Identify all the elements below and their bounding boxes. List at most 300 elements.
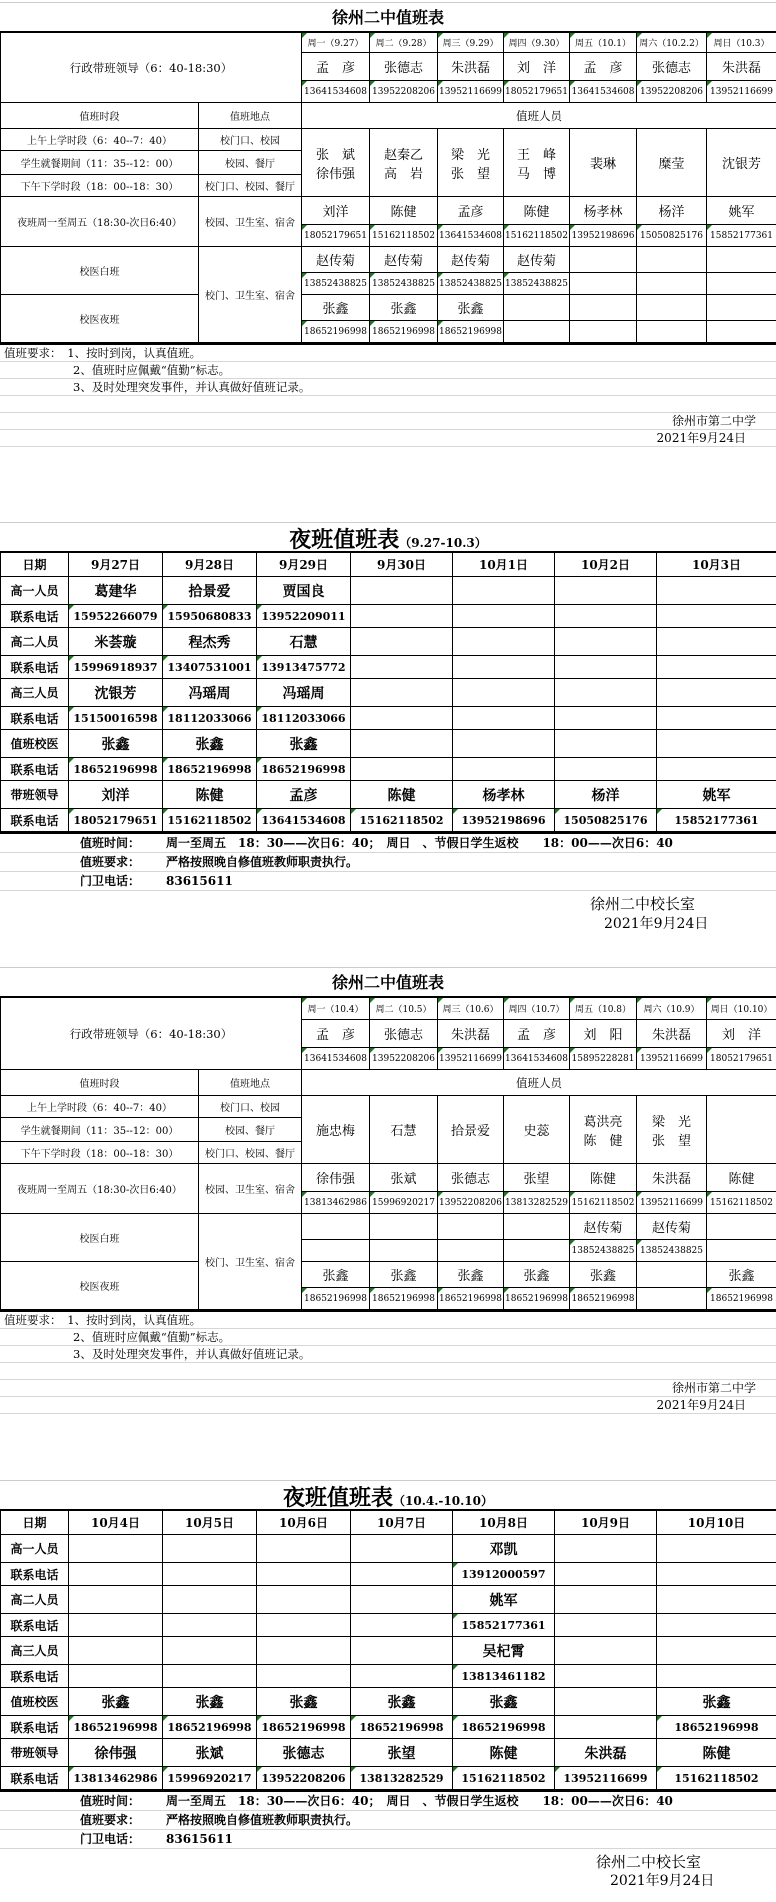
duty-name-cell xyxy=(163,1637,257,1665)
date-label: 日期 xyxy=(1,553,69,577)
doc-night-phone: 18652196998 xyxy=(370,1288,438,1310)
night-name: 刘洋 xyxy=(302,197,370,225)
notes-block xyxy=(0,343,776,447)
table-row xyxy=(1,656,776,679)
doc-night-name: 张鑫 xyxy=(302,295,370,321)
leader-name: 朱洪磊 xyxy=(438,1020,504,1048)
leader-phone: 18052179651 xyxy=(504,81,570,103)
leader-phone: 18052179651 xyxy=(707,1048,776,1070)
staff-cell: 王 峰 马 博 xyxy=(504,129,570,197)
duty-name-cell: 陈健 xyxy=(351,781,453,809)
header-staff: 值班人员 xyxy=(302,1070,776,1096)
night-phone: 15162118502 xyxy=(570,1192,637,1214)
duty-name-cell xyxy=(555,628,657,656)
night-name: 陈健 xyxy=(504,197,570,225)
night-phone: 15996920217 xyxy=(370,1192,438,1214)
date-header: 10月8日 xyxy=(453,1511,555,1535)
day-header: 周六（10.2.2） xyxy=(637,33,707,53)
duty-phone-cell xyxy=(657,707,776,730)
duty-name-cell xyxy=(351,1637,453,1665)
night-title: 夜班值班表（10.4.-10.10） xyxy=(0,1480,776,1510)
duty-phone-cell: 15162118502 xyxy=(351,809,453,832)
duty-phone-cell xyxy=(453,707,555,730)
duty-name-cell xyxy=(453,577,555,605)
period-label: 上午上学时段（6：40--7：40） xyxy=(1,1096,199,1118)
duty-req-line: 值班要求： 严格按照晚自修值班教师职责执行。 xyxy=(0,853,776,872)
duty-name-cell: 徐伟强 xyxy=(69,1739,163,1767)
duty-name-cell: 米荟璇 xyxy=(69,628,163,656)
note-line: 值班要求： 1、按时到岗，认真值班。 xyxy=(0,345,776,362)
table-row xyxy=(1,1535,776,1563)
staff-cell: 沈银芳 xyxy=(707,129,776,197)
night-name: 徐伟强 xyxy=(302,1164,370,1192)
duty-name-cell xyxy=(351,1586,453,1614)
duty-name-cell: 冯瑶周 xyxy=(163,679,257,707)
duty-phone-cell: 15162118502 xyxy=(657,1767,776,1790)
night-period-label: 夜班周一至周五（18:30-次日6:40） xyxy=(1,1164,199,1214)
duty-name-cell: 邓凯 xyxy=(453,1535,555,1563)
period-label: 学生就餐期间（11：35--12：00） xyxy=(1,151,199,175)
row-label: 值班校医 xyxy=(1,730,69,758)
duty-name-cell: 吴杞霄 xyxy=(453,1637,555,1665)
duty-name-cell xyxy=(555,1586,657,1614)
table-row xyxy=(1,1614,776,1637)
row-label: 联系电话 xyxy=(1,1563,69,1586)
duty-phone-cell xyxy=(163,1563,257,1586)
duty-name-cell: 张鑫 xyxy=(69,730,163,758)
doc-night-phone xyxy=(637,1288,707,1310)
doc-day-phone xyxy=(637,273,707,295)
table-row xyxy=(1,730,776,758)
duty-phone-cell: 13407531001 xyxy=(163,656,257,679)
gate-phone-line: 门卫电话： 83615611 xyxy=(0,872,776,891)
table-row xyxy=(1,605,776,628)
duty-phone-cell xyxy=(351,1614,453,1637)
day-duty-table-2 xyxy=(0,967,776,1414)
duty-name-cell: 张鑫 xyxy=(257,730,351,758)
date-header: 10月10日 xyxy=(657,1511,776,1535)
duty-name-cell: 杨洋 xyxy=(555,781,657,809)
doc-day-phone: 13852438825 xyxy=(570,1240,637,1262)
row-label: 联系电话 xyxy=(1,656,69,679)
duty-name-cell: 刘洋 xyxy=(69,781,163,809)
duty-phone-cell: 18052179651 xyxy=(69,809,163,832)
duty-name-cell xyxy=(657,1535,776,1563)
date-header: 9月29日 xyxy=(257,553,351,577)
staff-cell: 拾景爱 xyxy=(438,1096,504,1164)
duty-phone-cell: 18652196998 xyxy=(257,758,351,781)
signature-line xyxy=(0,1380,776,1397)
leader-phone: 13641534608 xyxy=(504,1048,570,1070)
duty-name-cell: 张鑫 xyxy=(351,1688,453,1716)
sign-org: 徐州二中校长室 xyxy=(590,895,696,913)
signature-line xyxy=(0,430,776,447)
duty-name-cell: 杨孝林 xyxy=(453,781,555,809)
staff-cell: 糜莹 xyxy=(637,129,707,197)
night-phone: 13641534608 xyxy=(438,225,504,247)
duty-phone-cell: 13813282529 xyxy=(351,1767,453,1790)
table-row xyxy=(1,1739,776,1767)
duty-phone-cell xyxy=(351,758,453,781)
duty-phone-cell: 18652196998 xyxy=(351,1716,453,1739)
duty-phone-cell xyxy=(69,1665,163,1688)
doc-day-phone xyxy=(707,1240,776,1262)
doc-night-phone: 18652196998 xyxy=(302,321,370,343)
duty-name-cell xyxy=(351,628,453,656)
duty-phone-cell xyxy=(555,1665,657,1688)
night-name: 陈健 xyxy=(707,1164,776,1192)
period-label: 下午下学时段（18：00--18：30） xyxy=(1,175,199,197)
period-place: 校门口、校园 xyxy=(199,1096,302,1118)
duty-name-cell: 姚军 xyxy=(453,1586,555,1614)
doc-night-name: 张鑫 xyxy=(438,1262,504,1288)
duty-name-cell: 张斌 xyxy=(163,1739,257,1767)
doc-night-name: 张鑫 xyxy=(707,1262,776,1288)
leader-phone: 13641534608 xyxy=(302,81,370,103)
day-header: 周二（10.5） xyxy=(370,998,438,1020)
night-duty-grid xyxy=(0,552,776,832)
doc-night-phone: 18652196998 xyxy=(707,1288,776,1310)
sign-date: 2021年9月24日 xyxy=(656,1398,746,1412)
header-period: 值班时段 xyxy=(1,103,199,129)
day-header: 周四（9.30） xyxy=(504,33,570,53)
note-spacer xyxy=(0,396,776,413)
signature-line xyxy=(0,413,776,430)
duty-name-cell: 张鑫 xyxy=(257,1688,351,1716)
row-label: 高三人员 xyxy=(1,679,69,707)
duty-phone-cell: 18652196998 xyxy=(257,1716,351,1739)
note-line: 2、值班时应佩戴“值勤”标志。 xyxy=(0,362,776,379)
duty-phone-cell xyxy=(453,656,555,679)
duty-phone-cell: 13813461182 xyxy=(453,1665,555,1688)
note-line: 值班要求： 1、按时到岗，认真值班。 xyxy=(0,1312,776,1329)
night-notes xyxy=(0,832,776,935)
duty-phone-cell xyxy=(657,758,776,781)
row-label: 联系电话 xyxy=(1,1767,69,1790)
leader-name: 孟 彦 xyxy=(504,1020,570,1048)
duty-phone-cell: 15952266079 xyxy=(69,605,163,628)
leader-phone: 13641534608 xyxy=(302,1048,370,1070)
doc-day-phone: 13852438825 xyxy=(370,273,438,295)
doc-day-phone xyxy=(370,1240,438,1262)
day-header: 周二（9.28） xyxy=(370,33,438,53)
duty-phone-cell xyxy=(657,1563,776,1586)
night-phone: 13952198696 xyxy=(570,225,637,247)
duty-phone-cell xyxy=(555,707,657,730)
doc-night-name: 张鑫 xyxy=(370,1262,438,1288)
staff-cell: 张 斌 徐伟强 xyxy=(302,129,370,197)
doc-night-name: 张鑫 xyxy=(570,1262,637,1288)
row-label: 联系电话 xyxy=(1,1665,69,1688)
duty-time-line: 值班时间： 周一至周五 18：30——次日6：40； 周日 、节假日学生返校 18：00——次日6：40 xyxy=(0,834,776,853)
doc-day-label: 校医白班 xyxy=(1,247,199,295)
duty-phone-cell: 18652196998 xyxy=(657,1716,776,1739)
night-name: 张德志 xyxy=(438,1164,504,1192)
sign-org: 徐州二中校长室 xyxy=(596,1853,702,1871)
doc-day-name: 赵传菊 xyxy=(370,247,438,273)
night-duty-grid xyxy=(0,1510,776,1790)
duty-name-cell xyxy=(257,1637,351,1665)
sign-date: 2021年9月24日 xyxy=(656,431,746,445)
duty-phone-cell: 13641534608 xyxy=(257,809,351,832)
leader-name: 刘 洋 xyxy=(707,1020,776,1048)
duty-phone-cell xyxy=(555,758,657,781)
sign-org: 徐州市第二中学 xyxy=(671,1381,756,1395)
duty-name-cell xyxy=(163,1586,257,1614)
leader-name: 刘 洋 xyxy=(504,53,570,81)
doc-day-name xyxy=(504,1214,570,1240)
table-row xyxy=(1,707,776,730)
note-line: 3、及时处理突发事件，并认真做好值班记录。 xyxy=(0,1346,776,1363)
duty-phone-cell: 18652196998 xyxy=(69,758,163,781)
doc-night-name: 张鑫 xyxy=(438,295,504,321)
leader-name: 朱洪磊 xyxy=(637,1020,707,1048)
row-label: 联系电话 xyxy=(1,707,69,730)
night-name: 张斌 xyxy=(370,1164,438,1192)
row-label: 联系电话 xyxy=(1,1614,69,1637)
date-header: 10月7日 xyxy=(351,1511,453,1535)
duty-name-cell xyxy=(555,1688,657,1716)
duty-name-cell xyxy=(163,1535,257,1563)
duty-name-cell: 张鑫 xyxy=(163,730,257,758)
day-duty-grid xyxy=(0,32,776,343)
doc-night-name: 张鑫 xyxy=(302,1262,370,1288)
row-label: 联系电话 xyxy=(1,605,69,628)
date-header: 10月6日 xyxy=(257,1511,351,1535)
duty-phone-cell xyxy=(657,656,776,679)
duty-phone-cell xyxy=(657,1614,776,1637)
day-header: 周四（10.7） xyxy=(504,998,570,1020)
doc-day-phone xyxy=(504,1240,570,1262)
doc-night-phone xyxy=(637,321,707,343)
doc-night-name: 张鑫 xyxy=(504,1262,570,1288)
date-header: 9月30日 xyxy=(351,553,453,577)
doc-night-phone xyxy=(570,321,637,343)
row-label: 高三人员 xyxy=(1,1637,69,1665)
duty-name-cell xyxy=(555,730,657,758)
doc-night-phone: 18652196998 xyxy=(302,1288,370,1310)
duty-phone-cell: 18652196998 xyxy=(453,1716,555,1739)
duty-name-cell xyxy=(69,1637,163,1665)
day-header: 周一（9.27） xyxy=(302,33,370,53)
duty-phone-cell: 15050825176 xyxy=(555,809,657,832)
leader-name: 张德志 xyxy=(637,53,707,81)
duty-phone-cell: 13952208206 xyxy=(257,1767,351,1790)
doc-day-name: 赵传菊 xyxy=(438,247,504,273)
night-phone: 18052179651 xyxy=(302,225,370,247)
leader-phone: 13641534608 xyxy=(570,81,637,103)
night-name: 孟彦 xyxy=(438,197,504,225)
day-header: 周日（10.10） xyxy=(707,998,776,1020)
doc-night-phone: 18652196998 xyxy=(370,321,438,343)
night-phone: 15162118502 xyxy=(707,1192,776,1214)
duty-name-cell: 张鑫 xyxy=(657,1688,776,1716)
duty-name-cell: 沈银芳 xyxy=(69,679,163,707)
duty-name-cell xyxy=(657,679,776,707)
header-place: 值班地点 xyxy=(199,103,302,129)
duty-name-cell xyxy=(69,1535,163,1563)
doc-night-label: 校医夜班 xyxy=(1,1262,199,1310)
date-header: 10月3日 xyxy=(657,553,776,577)
duty-name-cell: 陈健 xyxy=(453,1739,555,1767)
period-place: 校门口、校园 xyxy=(199,129,302,151)
duty-name-cell: 张鑫 xyxy=(453,1688,555,1716)
leader-phone: 13952116699 xyxy=(707,81,776,103)
duty-phone-cell: 18652196998 xyxy=(163,1716,257,1739)
night-place: 校园、卫生室、宿舍 xyxy=(199,1164,302,1214)
doc-day-name: 赵传菊 xyxy=(570,1214,637,1240)
night-phone: 13813282529 xyxy=(504,1192,570,1214)
leader-name: 孟 彦 xyxy=(570,53,637,81)
duty-phone-cell xyxy=(555,1614,657,1637)
night-phone: 15162118502 xyxy=(370,225,438,247)
doc-night-phone: 18652196998 xyxy=(504,1288,570,1310)
doc-day-phone xyxy=(302,1240,370,1262)
header-period: 值班时段 xyxy=(1,1070,199,1096)
doc-day-phone xyxy=(707,273,776,295)
duty-phone-cell: 18112033066 xyxy=(257,707,351,730)
duty-name-cell: 张德志 xyxy=(257,1739,351,1767)
sign-date: 2021年9月24日 xyxy=(610,1873,715,1889)
night-name: 陈健 xyxy=(570,1164,637,1192)
staff-cell: 石慧 xyxy=(370,1096,438,1164)
duty-name-cell xyxy=(555,577,657,605)
duty-phone-cell: 15162118502 xyxy=(453,1767,555,1790)
row-label: 高二人员 xyxy=(1,1586,69,1614)
date-header: 10月1日 xyxy=(453,553,555,577)
duty-name-cell xyxy=(657,577,776,605)
leader-label: 行政带班领导（6：40-18:30） xyxy=(1,998,302,1070)
duty-phone-cell xyxy=(657,1665,776,1688)
page-title: 徐州二中值班表 xyxy=(0,967,776,997)
table-row xyxy=(1,577,776,605)
duty-name-cell: 张望 xyxy=(351,1739,453,1767)
day-header: 周日（10.3） xyxy=(707,33,776,53)
date-label: 日期 xyxy=(1,1511,69,1535)
duty-name-cell xyxy=(555,1637,657,1665)
leader-phone: 13952116699 xyxy=(438,81,504,103)
period-label: 下午下学时段（18：00--18：30） xyxy=(1,1142,199,1164)
doc-day-phone: 13852438825 xyxy=(302,273,370,295)
day-duty-table-1 xyxy=(0,2,776,447)
duty-phone-cell xyxy=(351,707,453,730)
leader-name: 朱洪磊 xyxy=(707,53,776,81)
duty-name-cell: 陈健 xyxy=(163,781,257,809)
staff-cell: 梁 光 张 望 xyxy=(438,129,504,197)
night-name: 杨洋 xyxy=(637,197,707,225)
duty-name-cell xyxy=(453,628,555,656)
night-notes xyxy=(0,1790,776,1889)
table-row xyxy=(1,1586,776,1614)
table-row xyxy=(1,1563,776,1586)
duty-phone-cell: 15150016598 xyxy=(69,707,163,730)
leader-name: 孟 彦 xyxy=(302,1020,370,1048)
date-header: 10月4日 xyxy=(69,1511,163,1535)
table-row xyxy=(1,1637,776,1665)
duty-name-cell xyxy=(453,679,555,707)
doc-night-name xyxy=(637,1262,707,1288)
duty-name-cell xyxy=(257,1535,351,1563)
duty-name-cell: 冯瑶周 xyxy=(257,679,351,707)
signature-line xyxy=(0,1397,776,1414)
duty-phone-cell: 13913475772 xyxy=(257,656,351,679)
night-phone: 13952208206 xyxy=(438,1192,504,1214)
duty-phone-cell: 18652196998 xyxy=(163,758,257,781)
header-staff: 值班人员 xyxy=(302,103,776,129)
night-signature xyxy=(0,891,776,935)
duty-phone-cell xyxy=(257,1614,351,1637)
row-label: 高一人员 xyxy=(1,1535,69,1563)
leader-name: 刘 阳 xyxy=(570,1020,637,1048)
doc-day-name xyxy=(637,247,707,273)
day-duty-grid xyxy=(0,997,776,1310)
night-duty-table-2 xyxy=(0,1480,776,1889)
duty-name-cell xyxy=(453,730,555,758)
staff-cell: 史蕊 xyxy=(504,1096,570,1164)
doc-night-name: 张鑫 xyxy=(370,295,438,321)
doc-night-phone: 18652196998 xyxy=(438,1288,504,1310)
doc-night-name xyxy=(707,295,776,321)
duty-phone-cell: 15852177361 xyxy=(453,1614,555,1637)
night-phone: 13813462986 xyxy=(302,1192,370,1214)
duty-name-cell: 朱洪磊 xyxy=(555,1739,657,1767)
day-header: 周三（9.29） xyxy=(438,33,504,53)
row-label: 值班校医 xyxy=(1,1688,69,1716)
staff-cell: 赵秦乙 高 岩 xyxy=(370,129,438,197)
duty-name-cell xyxy=(351,679,453,707)
duty-name-cell xyxy=(657,730,776,758)
duty-name-cell: 姚军 xyxy=(657,781,776,809)
duty-name-cell: 石慧 xyxy=(257,628,351,656)
duty-phone-cell: 13952116699 xyxy=(555,1767,657,1790)
doc-day-phone xyxy=(438,1240,504,1262)
row-label: 高一人员 xyxy=(1,577,69,605)
date-header: 10月5日 xyxy=(163,1511,257,1535)
night-name: 姚军 xyxy=(707,197,776,225)
night-name: 杨孝林 xyxy=(570,197,637,225)
duty-phone-cell: 13912000597 xyxy=(453,1563,555,1586)
duty-name-cell xyxy=(69,1586,163,1614)
night-period-label: 夜班周一至周五（18:30-次日6:40） xyxy=(1,197,199,247)
doc-night-name xyxy=(570,295,637,321)
day-header: 周一（10.4） xyxy=(302,998,370,1020)
duty-name-cell: 陈健 xyxy=(657,1739,776,1767)
duty-phone-cell xyxy=(555,605,657,628)
doc-day-phone: 13852438825 xyxy=(504,273,570,295)
duty-phone-cell xyxy=(257,1563,351,1586)
duty-phone-cell xyxy=(351,1665,453,1688)
duty-name-cell xyxy=(555,1535,657,1563)
duty-phone-cell xyxy=(453,758,555,781)
duty-name-cell xyxy=(351,730,453,758)
duty-phone-cell xyxy=(351,656,453,679)
period-place: 校园、餐厅 xyxy=(199,1118,302,1142)
doc-day-name xyxy=(438,1214,504,1240)
staff-cell: 葛洪亮 陈 健 xyxy=(570,1096,637,1164)
table-row xyxy=(1,758,776,781)
gate-phone-line: 门卫电话： 83615611 xyxy=(0,1830,776,1849)
doc-day-name: 赵传菊 xyxy=(302,247,370,273)
notes-block xyxy=(0,1310,776,1414)
duty-phone-cell: 18112033066 xyxy=(163,707,257,730)
duty-name-cell: 葛建华 xyxy=(69,577,163,605)
row-label: 联系电话 xyxy=(1,1716,69,1739)
duty-name-cell: 贾国良 xyxy=(257,577,351,605)
leader-label: 行政带班领导（6：40-18:30） xyxy=(1,33,302,103)
duty-phone-cell xyxy=(555,1563,657,1586)
doc-day-name xyxy=(302,1214,370,1240)
duty-phone-cell: 15852177361 xyxy=(657,809,776,832)
